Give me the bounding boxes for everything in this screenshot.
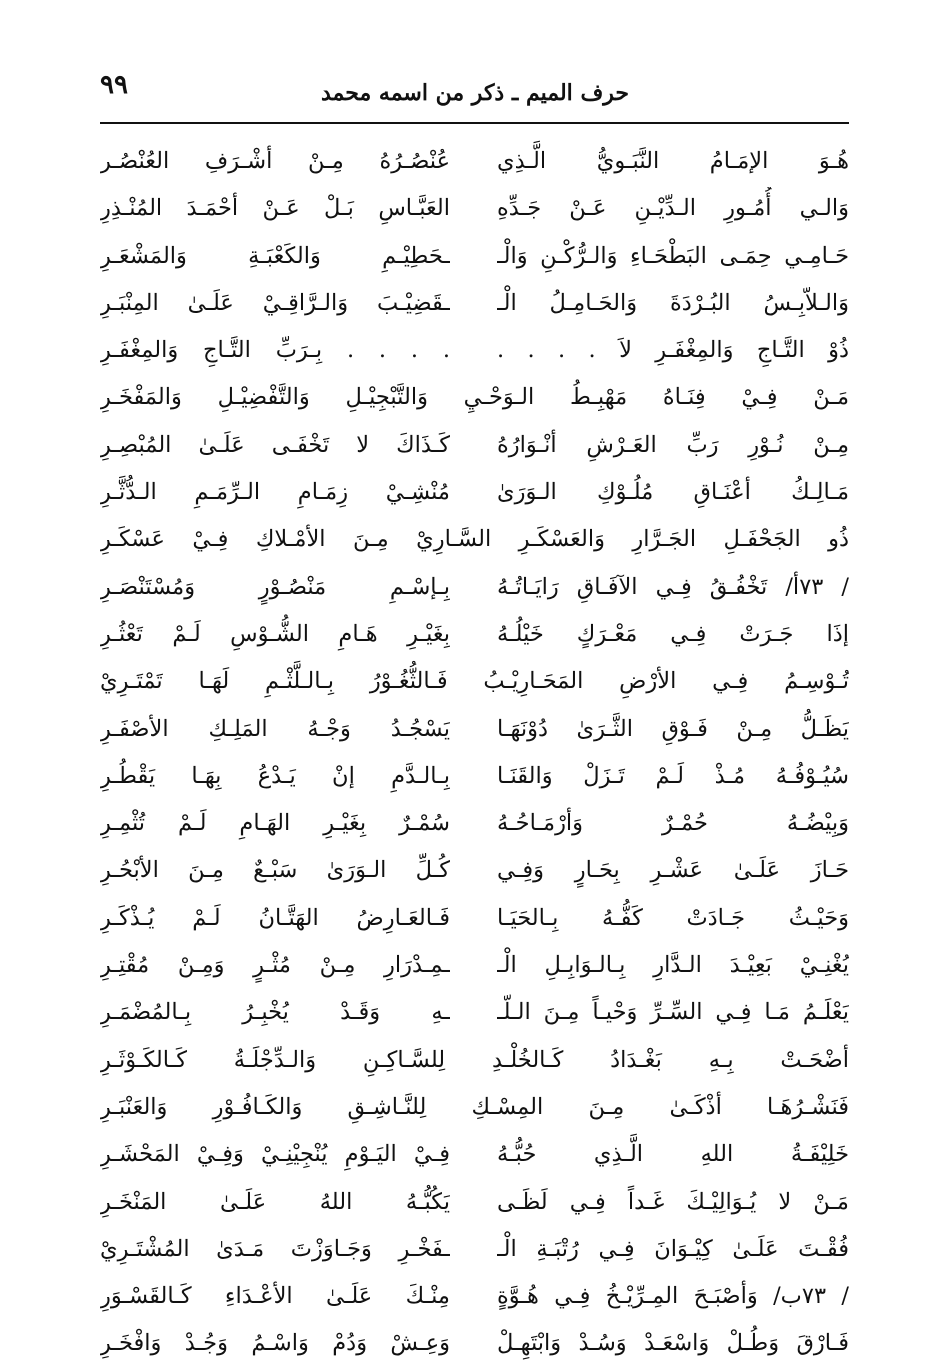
verse-line (100, 1181, 849, 1228)
verse-first-hemistich: / ٧٣أ/ تَخْفُـقُ فِـي الآفَـاقِ رَايَـاتُـهُ (497, 573, 849, 600)
verse-line (100, 282, 849, 329)
verse-first-hemistich: فُقْـتَ عَلَـىٰ كِيْـوَانَ فِـي رُتْبَـةِ الْـ (497, 1235, 849, 1262)
verse-second-hemistich: فِـيْ اليَـوْمِ يُنْجِيْنِـيْ وَفِـيْ المَحْشَـرِ (100, 1141, 450, 1168)
poem-verses (100, 140, 849, 1370)
verse-line (100, 187, 849, 234)
verse-first-hemistich: يَظَـلُّ مِـنْ فَـوْقِ الثَّـرَىٰ دُوْنَهَـا (497, 715, 849, 742)
verse-second-hemistich: ـمِـدْرَارِ مِـنْ مُثْـرٍ وَمِـنْ مُقْتِـرِ (100, 952, 450, 979)
verse-first-hemistich: حَـامِـي حِمَـى البَطْحَـاءِ وَالـرُّكْـنِ وَالْـ (497, 242, 849, 269)
verse-full-line: فَنَشْـرُهَـا أذْكَـىٰ مِـنَ المِسْـكِ لِلنَّـاشِـقِ وَالكَـافُـوْرِ وَالعَنْبَـرِ (100, 1093, 849, 1120)
verse-second-hemistich: كُـلِّ الـوَرَىٰ سَبْـعٌ مِـنَ الأبْحُـرِ (100, 857, 450, 884)
verse-line (100, 897, 849, 944)
verse-first-hemistich: مِـنْ نُـوْرِ رَبِّ العَـرْشِ أنْـوَارُهُ (497, 431, 849, 458)
verse-line (100, 1133, 849, 1180)
verse-line (100, 235, 849, 282)
verse-second-hemistich: بِـالـدَّمِ إنْ يَـدْعُ بِهَـا يَقْطُـرِ (100, 762, 450, 789)
verse-second-hemistich: يَكُبُّـهُ اللهُ عَلَـىٰ المَنْخَـرِ (100, 1188, 450, 1215)
page-number: ٩٩ (100, 70, 128, 100)
verse-first-hemistich: حَـازَ عَلَـىٰ عَشْـرِ بِحَـارٍ وَفِـي (497, 857, 849, 884)
verse-first-hemistich: سُيُـوْفُـهُ مُـذْ لَـمْ تَـزَلْ وَالقَنَـا (497, 762, 849, 789)
verse-first-hemistich: مَـالِـكُ أعْنَـاقِ مُلُـوْكِ الـوَرَىٰ (497, 479, 849, 506)
verse-full-line: مَـنْ فِـيْ فِنَـاهُ مَهْبِـطُ الـوَحْـيِ وَالتَّبْجِيْـلِ وَالتَّفْضِيْـلِ وَالمَفْخَـرِ (100, 384, 849, 411)
header-rule (100, 122, 849, 124)
verse-first-hemistich: وَحَيْـثُ جَـادَتْ كَفُّـهُ بِـالحَيَـا (497, 904, 849, 931)
verse-second-hemistich: بِـإسْـمِ مَنْصُـوْرٍ وَمُسْتَنْصَـرِ (100, 573, 450, 600)
verse-first-hemistich: إذَا جَـرَتْ فِـي مَعْـرَكٍ خَيْلُـهُ (497, 620, 849, 647)
verse-full-line: أضْحَـتْ بِـهِ بَغْـدَادُ كَـالخُلْـدِ لِلسَّـاكِـنِ وَالـدِّجْلَـةُ كَـالكَـوْثَـرِ (100, 1046, 849, 1073)
verse-second-hemistich: فَـالعَـارِضُ الهَتَّـانُ لَـمْ يُـذْكَـرِ (100, 904, 450, 931)
verse-full-line: تُـوْسِـمُ فِـي الأرْضِ المَحَـارِيْـبُ فَـالثُّغُـوْرُ بِـالـلَّثْـمِ لَهَـا تَمْتَـرِيْ (100, 668, 849, 695)
verse-first-hemistich: يَعْلَـمُ مَـا فِـي السِّـرِّ وَحْيـاً مِـنَ الـلّـ (497, 999, 849, 1026)
verse-line (100, 708, 849, 755)
verse-line (100, 1228, 849, 1275)
verse-line (100, 1039, 849, 1086)
verse-first-hemistich: / ٧٣ب/ وَأصْبَـحَ المِـرِّيْـخُ فِـي هُـوَّةٍ (497, 1283, 849, 1310)
verse-second-hemistich: ـفَخْـرِ وَجَـاوَزْتَ مَـدَىٰ المُشْتَـرِيْ (100, 1235, 450, 1262)
verse-first-hemistich: وَالـي أُمُـورِ الـدِّيْـنِ عَـنْ جَـدِّهِ (497, 195, 849, 222)
verse-second-hemistich: مِنْـكَ عَلَـىٰ الأعْـدَاءِ كَـالقَسْـوَرِ (100, 1283, 450, 1310)
verse-line (100, 424, 849, 471)
verse-line (100, 471, 849, 518)
verse-line (100, 376, 849, 423)
verse-second-hemistich: . . . . بِـرَبِّ التَّـاجِ وَالمِغْفَـرِ (100, 337, 450, 364)
verse-first-hemistich: مَـنْ لا يُـوَالِيْـكَ غَـداً فِـي لَظَـى (497, 1188, 849, 1215)
verse-line (100, 329, 849, 376)
verse-second-hemistich: العَبَّـاسِ بَـلْ عَـنْ أحْمَـدَ المُنْـذِرِ (100, 195, 450, 222)
verse-line (100, 660, 849, 707)
verse-line (100, 140, 849, 187)
verse-first-hemistich: ذُوْ التَّـاجِ وَالمِغْفَـرِ لاَ . . . . (497, 337, 849, 364)
verse-line (100, 849, 849, 896)
verse-first-hemistich: وَبِيْضُـهُ حُمْـرٌ وَأرْمَـاحُـهُ (497, 810, 849, 837)
verse-second-hemistich: ـقَضِيْـبَ وَالـرَّاقِـيْ عَلَـىٰ المِنْبَـرِ (100, 289, 450, 316)
verse-second-hemistich: ـهِ وَقَـدْ يُخْبِـرُ بِـالمُضْمَـرِ (100, 999, 450, 1026)
verse-second-hemistich: ـحَطِيْـمِ وَالكَعْبَـةِ وَالمَشْعَـرِ (100, 242, 450, 269)
verse-line (100, 613, 849, 660)
verse-line (100, 518, 849, 565)
verse-line (100, 944, 849, 991)
verse-line (100, 1086, 849, 1133)
verse-first-hemistich: فَـارْقَ وَطُـلْ وَاسْعَـدْ وَسُـدْ وَابْتَهِـلْ (497, 1330, 849, 1357)
verse-line (100, 991, 849, 1038)
verse-second-hemistich: وَعِـشْ وَدُمْ وَاسْـمُ وَجُـدْ وَافْخَـرِ (100, 1330, 450, 1357)
verse-second-hemistich: بِغَيْـرِ هَـامِ الشُّـوْسِ لَـمْ تَعْثُـرِ (100, 620, 450, 647)
running-title: حرف الميم ـ ذكر من اسمه محمد (320, 80, 629, 106)
verse-first-hemistich: خَلِيْفَـةُ اللهِ الَّـذِي حُبُّـهُ (497, 1141, 849, 1168)
verse-first-hemistich: يُغْنِـيْ بَعِيْـدَ الـدَّارِ بِـالـوَابِـلِ الْـ (497, 952, 849, 979)
verse-line (100, 566, 849, 613)
verse-line (100, 802, 849, 849)
verse-second-hemistich: مُنْشِـيْ زِمَـامِ الـرِّمَـمِ الـدُّثَّـرِ (100, 479, 450, 506)
verse-line (100, 1275, 849, 1322)
verse-second-hemistich: سُمْـرٌ بِغَيْـرِ الهَـامِ لَـمْ تُثْمِـرِ (100, 810, 450, 837)
verse-first-hemistich: وَالـلاّبِـسُ البُـرْدَةَ وَالحَـامِـلُ الْـ (497, 289, 849, 316)
verse-first-hemistich: هُـوَ الإمَـامُ النَّبَـويُّ الَّـذِي (497, 148, 849, 174)
verse-second-hemistich: كَـذَاكَ لا تَخْفَـى عَلَـىٰ المُبْصِـرِ (100, 431, 450, 458)
verse-line (100, 1322, 849, 1369)
verse-second-hemistich: يَسْجُـدُ وَجْـهُ المَلِـكِ الأصْفَـرِ (100, 715, 450, 742)
verse-full-line: ذُو الجَحْفَـلِ الجَـرَّارِ وَالعَسْكَـرِ السَّـارِيْ مِـنَ الأمْـلاكِ فِـيْ عَسْكَـرِ (100, 526, 849, 553)
verse-line (100, 755, 849, 802)
verse-second-hemistich: عُنْصُـرُهُ مِـنْ أشْـرَفِ العُنْصُـر (100, 148, 450, 174)
